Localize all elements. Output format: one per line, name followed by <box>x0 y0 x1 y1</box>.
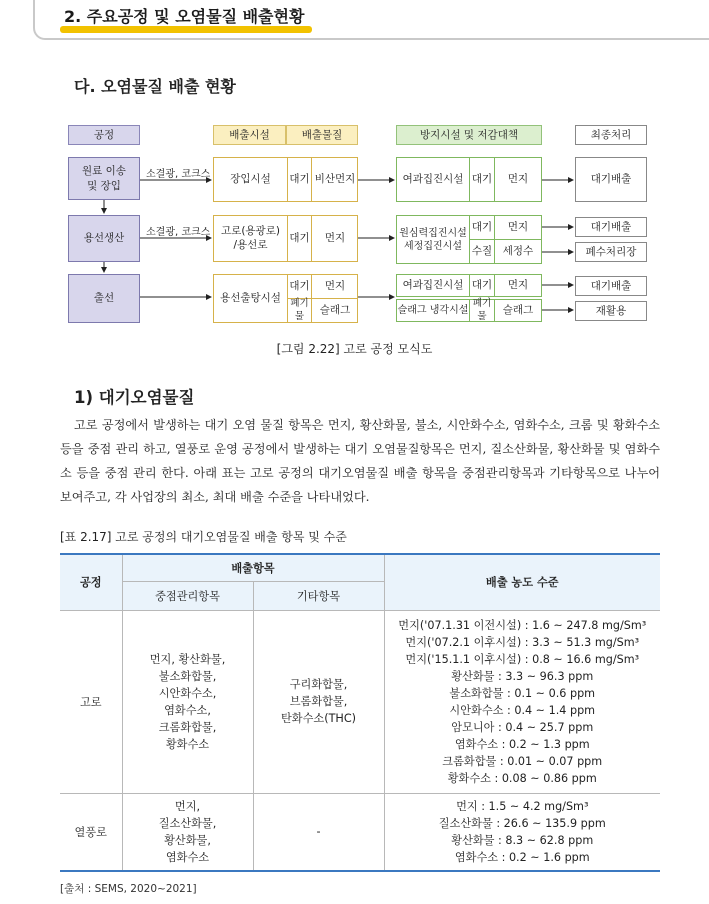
other-item: 탄화수소(THC) <box>280 712 357 725</box>
heading-air-pollutants: 1) 대기오염물질 <box>74 388 195 407</box>
level-item: 염화수소 : 0.2 ~ 1.3 ppm <box>454 737 590 751</box>
header-process: 공정 <box>68 125 140 145</box>
row1-p-medium: 대기 <box>471 172 493 185</box>
row1-facility-group <box>213 157 358 202</box>
th-level: 배출 농도 수준 <box>384 554 660 610</box>
body-paragraph: 고로 공정에서 발생하는 대기 오염 물질 항목은 먼지, 황산화물, 불소, 시안화수소, 염화수소, 크롬 및 황화수소 등을 중점 관리 하고, 열풍로 운영 공정에서 발생하는 대기 오염물질항목은 먼지, 질소산화물, 황산화물 및 염화수소 등을 중점 관리 한다. 아래 표는 고로 공정의 대기오염물질 배출 항목을 중점관리항목과 기타항목으로 나누어 보여주고, 각 사업장의 최소, 최대 배출 수준을 나타내었다. <box>60 418 660 504</box>
row2-final-a: 대기배출 <box>575 217 647 237</box>
row2-pollutant: 먼지 <box>324 231 346 244</box>
th-process: 공정 <box>60 554 122 610</box>
row3-p-medium-b: 폐기물 <box>472 298 492 322</box>
row2-p-pollutant-b: 세정수 <box>502 244 534 257</box>
level-item: 황산화물 : 3.3 ~ 96.3 ppm <box>451 669 594 683</box>
th-emission-items: 배출항목 <box>122 554 384 581</box>
table-row <box>60 610 660 793</box>
row3-medium-b: 폐기물 <box>290 298 309 322</box>
row3-p-pollutant-b: 슬래그 <box>502 303 534 316</box>
cell-other-items: - <box>253 793 384 871</box>
subsection-title: 다. 오염물질 배출 현황 <box>74 77 236 96</box>
row3-prevention-b: 슬래그 냉각시설 <box>397 305 469 316</box>
key-item: 먼지, 황산화물, <box>149 652 226 666</box>
row3-pollutant-a: 먼지 <box>324 279 346 292</box>
cell-levels <box>384 610 660 793</box>
row3-final-b: 재활용 <box>575 301 647 321</box>
cell-levels <box>384 793 660 871</box>
emission-table <box>60 553 660 872</box>
header-final: 최종처리 <box>575 125 647 145</box>
figure-caption: [그림 2.22] 고로 공정 모식도 <box>276 342 433 356</box>
level-item: 황산화물 : 8.3 ~ 62.8 ppm <box>451 833 594 847</box>
row3-prevention-group-a <box>396 274 542 297</box>
row3-p-medium-a: 대기 <box>471 278 493 291</box>
cell-other-items <box>253 610 384 793</box>
row3-pollutant-b: 슬래그 <box>319 303 351 316</box>
process-diagram <box>0 0 709 356</box>
level-item: 시안화수소 : 0.4 ~ 1.4 ppm <box>449 703 596 717</box>
key-item: 염화수소 <box>165 850 210 864</box>
level-item: 먼지('07.2.1 이후시설) : 3.3 ~ 51.3 mg/Sm³ <box>405 635 640 649</box>
row2-final-b: 폐수처리장 <box>575 242 647 262</box>
row3-final-a: 대기배출 <box>575 276 647 296</box>
process-raw-material: 원료 이송 및 장입 <box>68 157 140 200</box>
level-item: 먼지('07.1.31 이전시설) : 1.6 ~ 247.8 mg/Sm³ <box>398 618 647 632</box>
cell-process: 고로 <box>60 610 122 793</box>
key-item: 염화수소, <box>164 703 211 717</box>
level-item: 먼지 : 1.5 ~ 4.2 mg/Sm³ <box>456 799 589 813</box>
key-item: 질소산화물, <box>158 816 217 830</box>
level-item: 암모니아 : 0.4 ~ 25.7 ppm <box>451 720 594 734</box>
key-item: 시안화수소, <box>158 686 217 700</box>
row3-facility: 용선출탕시설 <box>220 291 281 304</box>
row1-p-pollutant: 먼지 <box>507 172 529 185</box>
cell-process: 열풍로 <box>60 793 122 871</box>
row2-facility-group <box>213 215 358 262</box>
process-iron-making: 용선생산 <box>68 215 140 262</box>
row3-facility-group <box>213 274 358 323</box>
row1-final: 대기배출 <box>575 157 647 202</box>
row1-prevention: 여과집진시설 <box>402 172 464 185</box>
section-title: 2. 주요공정 및 오염물질 배출현황 <box>64 7 305 26</box>
row2-p-medium-a: 대기 <box>471 220 493 233</box>
header-pollutant: 배출물질 <box>286 125 358 145</box>
row1-prevention-group <box>396 157 542 202</box>
level-item: 먼지('15.1.1 이후시설) : 0.8 ~ 16.6 mg/Sm³ <box>405 652 640 666</box>
header-facility: 배출시설 <box>213 125 286 145</box>
row3-medium-a: 대기 <box>289 279 310 292</box>
process-tapping: 출선 <box>68 274 140 323</box>
row3-prevention-a: 여과집진시설 <box>402 278 464 291</box>
key-item: 크롬화합물, <box>158 720 217 734</box>
cell-key-items <box>122 793 253 871</box>
row1-medium: 대기 <box>289 172 310 185</box>
row2-prevention: 원심력집진시설 세정집진시설 <box>399 227 467 252</box>
level-item: 크롬화합물 : 0.01 ~ 0.07 ppm <box>442 754 603 768</box>
row2-prevention-group <box>396 215 542 264</box>
table-row <box>60 793 660 871</box>
row3-prevention-group-b <box>396 299 542 322</box>
key-item: 황산화물, <box>164 833 211 847</box>
level-item: 염화수소 : 0.2 ~ 1.6 ppm <box>454 850 590 864</box>
row3-p-pollutant-a: 먼지 <box>507 278 529 291</box>
row2-p-medium-b: 수질 <box>471 244 493 257</box>
arrow-label-2: 소결광, 코크스 <box>146 227 211 238</box>
level-item: 황화수소 : 0.08 ~ 0.86 ppm <box>447 771 597 785</box>
key-item: 황화수소 <box>165 737 210 751</box>
row1-pollutant: 비산먼지 <box>314 172 356 185</box>
th-key-items: 중점관리항목 <box>122 581 253 610</box>
other-item: 브롬화합물, <box>289 695 348 708</box>
table-source: [출처 : SEMS, 2020~2021] <box>60 883 197 895</box>
row2-medium: 대기 <box>289 231 310 244</box>
row2-p-pollutant-a: 먼지 <box>507 220 529 233</box>
row1-facility: 장입시설 <box>230 172 271 185</box>
arrow-label-1: 소결광, 코크스 <box>146 169 211 180</box>
level-item: 질소산화물 : 26.6 ~ 135.9 ppm <box>438 816 606 830</box>
key-item: 불소화합물, <box>158 669 217 683</box>
key-item: 먼지, <box>174 799 201 813</box>
cell-key-items <box>122 610 253 793</box>
row2-facility: 고로(용광로) /용선로 <box>221 224 280 251</box>
th-other-items: 기타항목 <box>253 581 384 610</box>
table-caption: [표 2.17] 고로 공정의 대기오염물질 배출 항목 및 수준 <box>60 530 347 544</box>
level-item: 불소화합물 : 0.1 ~ 0.6 ppm <box>449 686 596 700</box>
header-prevention: 방지시설 및 저감대책 <box>396 125 542 145</box>
other-item: 구리화합물, <box>289 678 348 691</box>
